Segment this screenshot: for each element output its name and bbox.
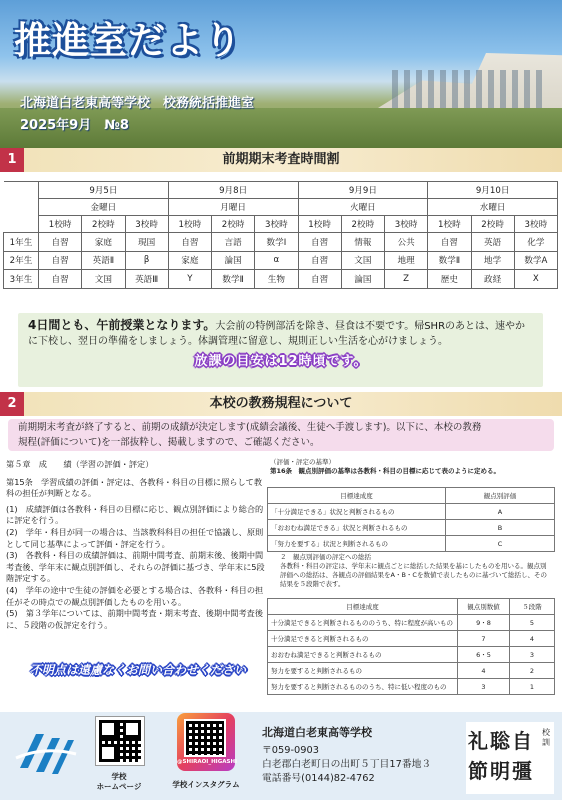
- table-row: おおむね満足できると判断されるもの 6・5 3: [268, 647, 555, 663]
- table-row: 「おおむね満足できる」状況と判断されるもの B: [268, 520, 555, 536]
- subject-cell: 政経: [471, 270, 514, 289]
- exam-date: 9月5日: [39, 182, 169, 199]
- subject-cell: 自習: [298, 270, 341, 289]
- table-header: 目標達成度: [268, 488, 446, 504]
- period-header: 1校時: [168, 216, 211, 233]
- subject-cell: 家庭: [82, 233, 125, 252]
- rule-item: (4) 学年の途中で生徒の評価を必要とする場合は、各教科・科目の担任がその時点での観点別評価したものを用いる。: [6, 584, 264, 607]
- subject-cell: 数学A: [514, 251, 557, 270]
- evaluation-note: [280, 553, 552, 589]
- subject-cell: 英語: [471, 233, 514, 252]
- table-row: [4, 251, 558, 270]
- article-15: 第15条 学習成績の評価・評定は、各教科・科目の目標に照らして教科の担任が判断となる。: [6, 476, 263, 499]
- section-2-title: 本校の教務規程について: [209, 396, 353, 411]
- subject-cell: 公共: [385, 233, 428, 252]
- grade-label: 2年生: [4, 251, 39, 270]
- motto-label: 校訓: [542, 728, 550, 747]
- subject-cell: 化学: [514, 233, 557, 252]
- table-row: 努力を要すると判断されるもの 4 2: [268, 663, 555, 679]
- exam-schedule-table: [3, 181, 558, 289]
- period-header: 1校時: [298, 216, 341, 233]
- exam-weekday: 水曜日: [428, 199, 558, 216]
- subject-cell: 英語Ⅱ: [82, 251, 125, 270]
- subject-cell: 家庭: [168, 251, 211, 270]
- subject-cell: 数学Ⅰ: [255, 233, 298, 252]
- rules-left-column: [6, 459, 268, 631]
- subject-cell: 論国: [341, 270, 384, 289]
- rule-item: (1) 成績評価は各教科・科目の目標に応じ、観点別評価により総合的に評定を行う。: [6, 503, 264, 526]
- issue-date: 2025年9月 №8: [20, 118, 129, 133]
- table-row: 「十分満足できる」状況と判断されるもの A: [268, 504, 555, 520]
- school-logo-icon: [14, 728, 78, 780]
- dismissal-time-notice: 放課の目安は12時頃です。: [194, 354, 368, 369]
- rule-item: (5) 第３学年については、前期中間考査・期末考査、後期中間考査後に、５段階の仮評定を行う。: [6, 608, 264, 630]
- subject-cell: 自習: [428, 233, 471, 252]
- table-row: [4, 270, 558, 289]
- subject-cell: 地学: [471, 251, 514, 270]
- subject-cell: X: [514, 270, 557, 289]
- period-header: 3校時: [514, 216, 557, 233]
- phone-number: 電話番号(0144)82-4762: [262, 773, 375, 784]
- newsletter-subtitle: 北海道白老東高等学校 校務統括推進室: [20, 96, 255, 111]
- subject-cell: 論国: [212, 251, 255, 270]
- period-header: 2校時: [471, 216, 514, 233]
- subject-cell: 生物: [255, 270, 298, 289]
- contact-callout: 不明点は遠慮なくお問い合わせください: [30, 663, 247, 677]
- postal-code: 〒059-0903: [262, 745, 319, 756]
- article-16: 第16条 観点別評価の基準は各教科・科目の目標に応じて表のように定める。: [270, 467, 501, 475]
- exam-weekday: 金曜日: [39, 199, 169, 216]
- period-header: 3校時: [125, 216, 168, 233]
- subject-cell: 情報: [341, 233, 384, 252]
- subject-cell: 数学Ⅱ: [428, 251, 471, 270]
- note-title: ２ 観点別評価の評定への総括: [280, 553, 371, 561]
- table-row: 努力を要すると判断されるもののうち、特に低い程度のもの 3 1: [268, 679, 555, 695]
- note-body: 各教科・科目の評定は、学年末に観点ごとに総括した結果を基にしたものを用いる。観点別評価への総括は、各観点の評価結果をA・B・Cを数値で表したものに基づいて総括し、その結果を５段階で表す。: [280, 562, 547, 588]
- subject-cell: 数学Ⅱ: [212, 270, 255, 289]
- period-header-row: [4, 216, 558, 233]
- exam-date: 9月10日: [428, 182, 558, 199]
- grade-label: 1年生: [4, 233, 39, 252]
- exam-weekday: 火曜日: [298, 199, 428, 216]
- notice-body-1: 大会前の特例部活を除き、昼食は不要です。帰SHRのあとは、速やか: [215, 321, 526, 332]
- school-address-block: [262, 726, 472, 786]
- school-motto-calligraphy: [466, 722, 554, 794]
- period-header: 3校時: [385, 216, 428, 233]
- exam-date: 9月8日: [168, 182, 298, 199]
- subject-cell: 自習: [298, 251, 341, 270]
- subject-cell: 自習: [39, 270, 82, 289]
- chapter-heading: 第５章 成 績（学習の評価・評定）: [6, 459, 154, 469]
- rating-conversion-table: [267, 598, 555, 695]
- exam-date: 9月9日: [298, 182, 428, 199]
- table-row: [4, 233, 558, 252]
- table-header: 観点別数値: [458, 599, 510, 615]
- subject-cell: 自習: [39, 251, 82, 270]
- motto-text: 礼聡自節明彊: [468, 729, 534, 783]
- table-row: 十分満足できると判断されるもののうち、特に程度が高いもの 9・8 5: [268, 615, 555, 631]
- street-address: 白老郡白老町日の出町５丁目17番地３: [262, 759, 432, 770]
- table-row: 「努力を要する」状況と判断されるもの C: [268, 536, 555, 552]
- evaluation-criteria-table: [267, 487, 555, 552]
- notice-body-2: に下校し、翌日の準備をしましょう。体調管理に留意し、規則正しい生活を心がけましょう。: [28, 336, 448, 347]
- rules-right-heading: （評価・評定の基準） 第16条 観点別評価の基準は各教科・科目の目標に応じて表のように定める。: [270, 458, 501, 475]
- school-name: 北海道白老東高等学校: [262, 726, 372, 739]
- subject-cell: 文国: [82, 270, 125, 289]
- subject-cell: 現国: [125, 233, 168, 252]
- subject-cell: 英語Ⅲ: [125, 270, 168, 289]
- period-header: 2校時: [212, 216, 255, 233]
- intro-text: 前期期末考査が終了すると、前期の成績が決定します(成績会議後、生徒へ手渡します)。以下に、本校の教務 規程(評価について)を一部抜粋し、掲載しますので、ご確認ください。: [18, 422, 482, 448]
- period-header: 1校時: [428, 216, 471, 233]
- section-2-number: 2: [0, 392, 24, 416]
- newsletter-title: 推進室だより: [14, 19, 242, 62]
- subject-cell: 自習: [39, 233, 82, 252]
- subject-cell: β: [125, 251, 168, 270]
- subject-cell: 歴史: [428, 270, 471, 289]
- grade-label: 3年生: [4, 270, 39, 289]
- period-header: 2校時: [341, 216, 384, 233]
- exam-weekday: 月曜日: [168, 199, 298, 216]
- subject-cell: Y: [168, 270, 211, 289]
- subject-cell: 文国: [341, 251, 384, 270]
- subject-cell: 言語: [212, 233, 255, 252]
- subject-cell: Z: [385, 270, 428, 289]
- homepage-label: 学校 ホームページ: [96, 772, 142, 791]
- instagram-handle: @SHIRAOI_HIGASHI: [177, 759, 238, 765]
- table-row: 十分満足できると判断されるもの 7 4: [268, 631, 555, 647]
- rule-item: (3) 各教科・科目の成績評価は、前期中間考査、前期末後、後期中間考査後、学年末に観点別評価し、それらの評価に基づき、学年末に5段階評定する。: [6, 550, 265, 584]
- notice-text: [28, 318, 536, 349]
- instagram-label: 学校インスタグラム: [172, 780, 240, 789]
- table-header: 目標達成度: [268, 599, 458, 615]
- rule-item: (2) 学年・科目が同一の場合は、当該教科科目の担任で協議し、原則として同じ基準によって評価・評定を行う。: [6, 526, 264, 549]
- instagram-qr-code-icon[interactable]: [177, 713, 238, 771]
- period-header: 2校時: [82, 216, 125, 233]
- subject-cell: 自習: [298, 233, 341, 252]
- section-1-title: 前期期末考査時間割: [222, 152, 340, 167]
- notice-lead: 4日間とも、午前授業となります。: [28, 318, 216, 332]
- period-header: 1校時: [39, 216, 82, 233]
- subject-cell: α: [255, 251, 298, 270]
- section-1-number: 1: [0, 148, 24, 172]
- table-header: 観点別評価: [446, 488, 555, 504]
- subject-cell: 自習: [168, 233, 211, 252]
- period-header: 3校時: [255, 216, 298, 233]
- table-header: ５段階: [510, 599, 555, 615]
- homepage-qr-code-icon[interactable]: [95, 716, 145, 766]
- subject-cell: 地理: [385, 251, 428, 270]
